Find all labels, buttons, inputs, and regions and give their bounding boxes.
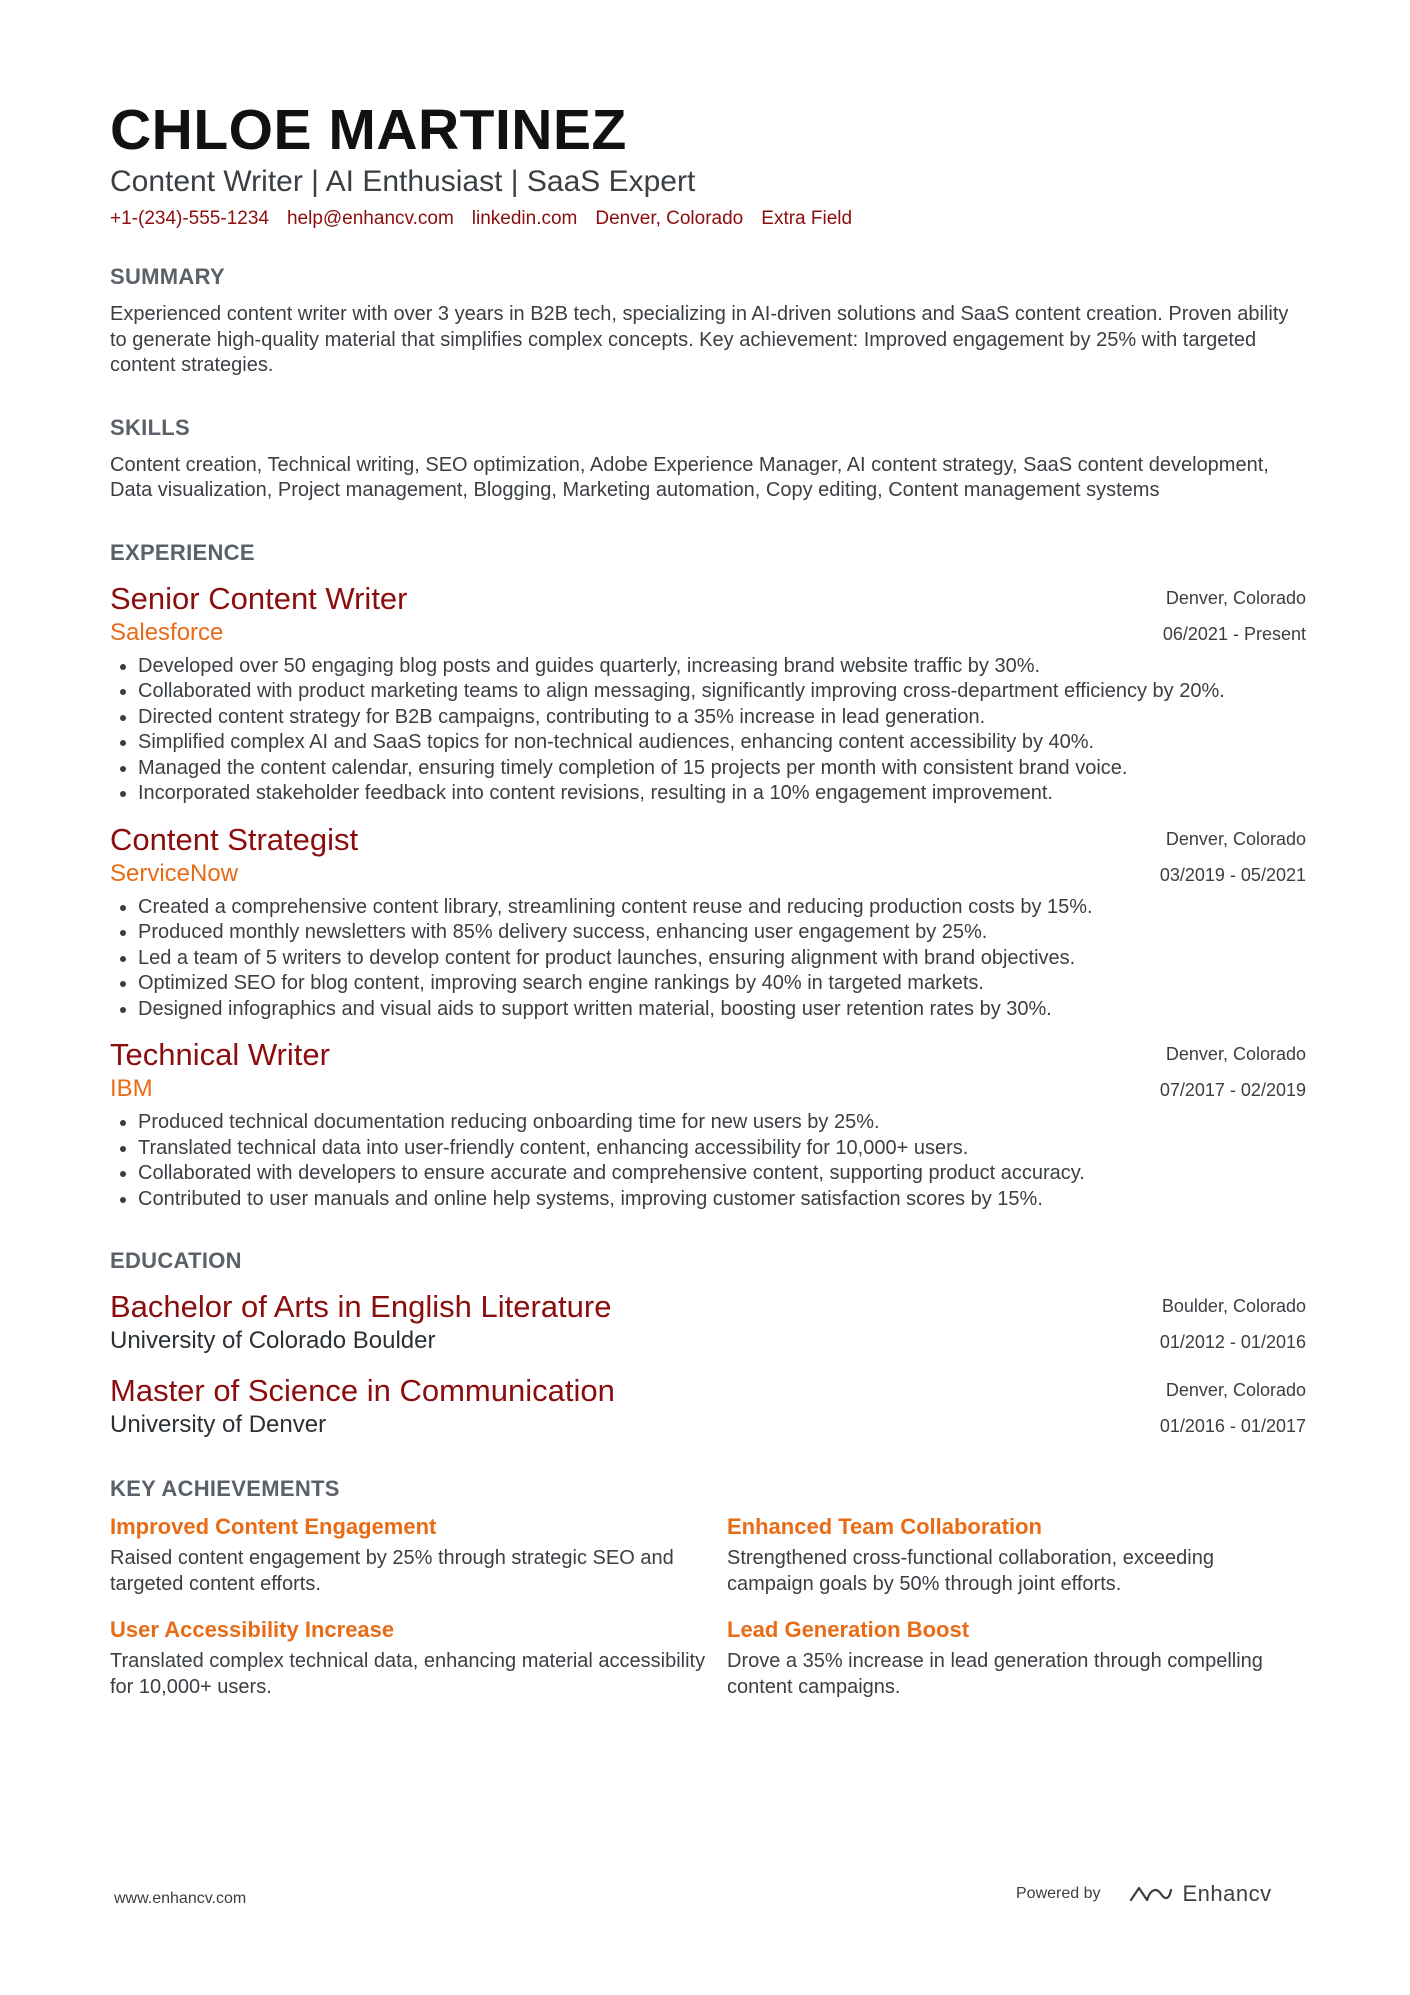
candidate-tagline: Content Writer | AI Enthusiast | SaaS Expert xyxy=(110,165,696,198)
education-location: Boulder, Colorado xyxy=(1161,1296,1306,1316)
achievement-item xyxy=(727,1512,1306,1597)
achievement-title: User Accessibility Increase xyxy=(110,1617,395,1642)
job-title: Technical Writer xyxy=(110,1037,330,1072)
section-title-achievements: KEY ACHIEVEMENTS xyxy=(110,1476,340,1501)
achievement-title: Improved Content Engagement xyxy=(110,1514,437,1539)
job-bullet: • Designed infographics and visual aids to support written material, boosting user retention rates by 30%. xyxy=(138,997,1306,1023)
achievements-grid xyxy=(110,1512,1306,1700)
job-bullets xyxy=(110,654,1306,807)
job-location: Denver, Colorado xyxy=(1165,587,1306,608)
skills-section xyxy=(110,413,1306,504)
job-entry xyxy=(110,1036,1306,1212)
job-bullet: • Optimized SEO for blog content, improving search engine rankings by 40% in targeted markets. xyxy=(138,971,1306,997)
job-meta xyxy=(1163,580,1306,652)
job-bullet: • Translated technical data into user-friendly content, enhancing accessibility for 10,000+ users. xyxy=(138,1136,1306,1162)
job-location: Denver, Colorado xyxy=(1165,828,1306,849)
achievement-title: Enhanced Team Collaboration xyxy=(727,1514,1042,1539)
job-bullet: • Contributed to user manuals and online help systems, improving customer satisfaction scores by 15%. xyxy=(138,1187,1306,1213)
job-bullet: • Produced monthly newsletters with 85% delivery success, enhancing user engagement by 25%. xyxy=(138,920,1306,946)
job-bullet: • Managed the content calendar, ensuring timely completion of 15 projects per month with consistent brand voice. xyxy=(138,756,1306,782)
job-company: IBM xyxy=(110,1075,153,1102)
summary-section xyxy=(110,262,1306,379)
education-meta xyxy=(1160,1288,1306,1360)
job-title: Content Strategist xyxy=(110,821,359,857)
contact-row xyxy=(110,206,1306,232)
education-section xyxy=(110,1246,1306,1440)
achievement-desc: Strengthened cross-functional collaboration, exceeding campaign goals by 50% through joint efforts. xyxy=(727,1547,1214,1595)
job-dates: 06/2021 - Present xyxy=(1162,623,1306,644)
job-meta xyxy=(1160,821,1306,893)
degree-title: Master of Science in Communication xyxy=(110,1373,615,1408)
job-bullet: • Developed over 50 engaging blog posts and guides quarterly, increasing brand website traffic by 30%. xyxy=(138,654,1306,680)
contact-phone[interactable]: +1-(234)-555-1234 xyxy=(110,208,269,229)
school-name: University of Colorado Boulder xyxy=(110,1327,436,1354)
contact-linkedin[interactable]: linkedin.com xyxy=(471,208,578,229)
candidate-name: CHLOE MARTINEZ xyxy=(110,98,627,162)
experience-section xyxy=(110,538,1306,1213)
job-entry xyxy=(110,821,1306,1023)
section-title-experience: EXPERIENCE xyxy=(110,539,255,565)
education-entry xyxy=(110,1372,1306,1440)
section-title-summary: SUMMARY xyxy=(110,264,225,289)
footer-branding xyxy=(1016,1881,1272,1907)
job-bullets xyxy=(110,1110,1306,1212)
education-location: Denver, Colorado xyxy=(1165,1380,1306,1400)
enhancv-logo-icon xyxy=(1127,1882,1173,1906)
contact-extra: Extra Field xyxy=(761,208,853,229)
degree-title: Bachelor of Arts in English Literature xyxy=(110,1289,612,1324)
job-dates: 07/2017 - 02/2019 xyxy=(1159,1080,1306,1100)
achievement-item xyxy=(110,1512,727,1597)
footer-website[interactable]: www.enhancv.com xyxy=(114,1890,247,1907)
achievement-desc: Raised content engagement by 25% through strategic SEO and targeted content efforts. xyxy=(110,1547,674,1595)
job-dates: 03/2019 - 05/2021 xyxy=(1159,864,1306,885)
brand-link[interactable] xyxy=(1127,1881,1272,1907)
brand-name: Enhancv xyxy=(1182,1881,1272,1906)
achievements-section xyxy=(110,1474,1306,1700)
job-bullet: • Led a team of 5 writers to develop content for product launches, ensuring alignment with brand objectives. xyxy=(138,946,1306,972)
job-bullet: • Simplified complex AI and SaaS topics for non-technical audiences, enhancing content accessibility by 40%. xyxy=(138,730,1306,756)
job-bullet: • Produced technical documentation reducing onboarding time for new users by 25%. xyxy=(138,1110,1306,1136)
job-entry xyxy=(110,580,1306,807)
contact-location: Denver, Colorado xyxy=(595,208,744,229)
job-location: Denver, Colorado xyxy=(1165,1044,1306,1064)
achievement-item xyxy=(110,1615,727,1700)
job-title: Senior Content Writer xyxy=(110,580,408,616)
job-bullet: • Created a comprehensive content library, streamlining content reuse and reducing production costs by 15%. xyxy=(138,895,1306,921)
contact-email[interactable]: help@enhancv.com xyxy=(286,208,454,229)
skills-text: Content creation, Technical writing, SEO optimization, Adobe Experience Manager, AI content strategy, SaaS content development, Data visualization, Project management, Blogging, Marketing automation, Copy editing, Content management systems xyxy=(110,453,1269,501)
job-company: ServiceNow xyxy=(110,859,239,887)
job-bullet: • Collaborated with developers to ensure accurate and comprehensive content, supporting product accuracy. xyxy=(138,1161,1306,1187)
achievement-desc: Drove a 35% increase in lead generation through compelling content campaigns. xyxy=(727,1650,1263,1698)
education-dates: 01/2016 - 01/2017 xyxy=(1159,1416,1306,1436)
achievement-item xyxy=(727,1615,1306,1700)
resume-page xyxy=(110,96,1306,1700)
job-company: Salesforce xyxy=(110,618,224,646)
achievement-title: Lead Generation Boost xyxy=(727,1617,970,1642)
education-dates: 01/2012 - 01/2016 xyxy=(1159,1332,1306,1352)
job-bullet: • Incorporated stakeholder feedback into content revisions, resulting in a 10% engagement improvement. xyxy=(138,781,1306,807)
summary-text: Experienced content writer with over 3 years in B2B tech, specializing in AI-driven solutions and SaaS content creation. Proven ability to generate high-quality material that simplifies complex concepts. Key achievement: Improved engagement by 25% with targeted content strategies. xyxy=(110,303,1289,376)
job-meta xyxy=(1160,1036,1306,1108)
school-name: University of Denver xyxy=(110,1411,327,1438)
achievement-desc: Translated complex technical data, enhancing material accessibility for 10,000+ users. xyxy=(110,1650,706,1698)
education-entry xyxy=(110,1288,1306,1356)
section-title-skills: SKILLS xyxy=(110,414,191,440)
section-title-education: EDUCATION xyxy=(110,1248,242,1273)
job-bullets xyxy=(110,895,1306,1023)
job-bullet: • Directed content strategy for B2B campaigns, contributing to a 35% increase in lead generation. xyxy=(138,705,1306,731)
powered-by-label: Powered by xyxy=(1016,1885,1101,1902)
education-meta xyxy=(1160,1372,1306,1444)
job-bullet: • Collaborated with product marketing teams to align messaging, significantly improving cross-department efficiency by 20%. xyxy=(138,679,1306,705)
